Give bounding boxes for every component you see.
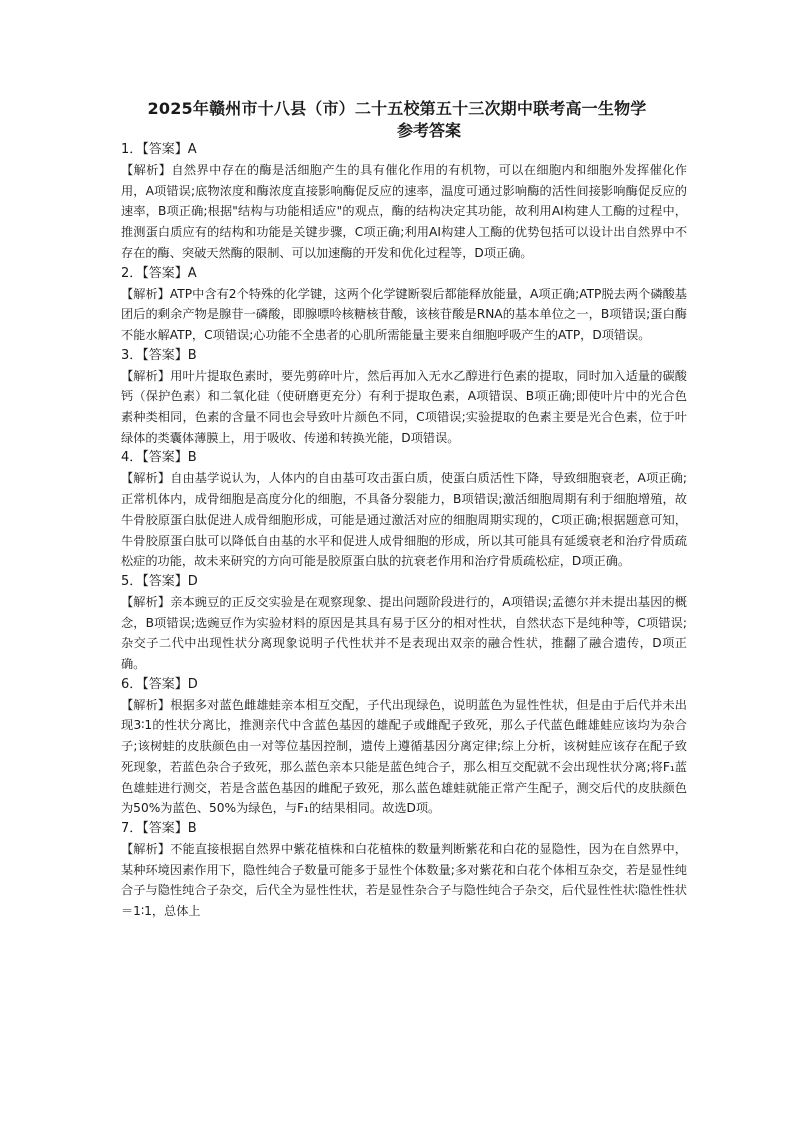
page-title: 2025年赣州市十八县（市）二十五校第五十三次期中联考高一生物学 (147, 99, 647, 118)
analysis-paragraph: 【解析】自然界中存在的酶是活细胞产生的具有催化作用的有机物，可以在细胞内和细胞外发挥催化作用，A项错误;底物浓度和酶浓度直接影响酶促反应的速率，温度可通过影响酶的活性间接影响酶促反应的速率，B项正确;根据"结构与功能相适应"的观点，酶的结构决定其功能，故利用AI构建人工酶的过程中，推测蛋白质应有的结构和功能是关键步骤，C项正确;利用AI构建人工酶的优势包括可以设计出自然界中不存在的酶、突破天然酶的限制、可以加速酶的开发和优化过程等，D项正确。 (121, 163, 687, 260)
question-4 (121, 448, 687, 572)
question-3 (121, 346, 687, 449)
analysis-paragraph: 【解析】ATP中含有2个特殊的化学键，这两个化学键断裂后都能释放能量，A项正确;ATP脱去两个磷酸基团后的剩余产物是腺苷一磷酸，即腺嘌呤核糖核苷酸，该核苷酸是RNA的基本单位之一，B项错误;蛋白酶不能水解ATP，C项错误;心功能不全患者的心肌所需能量主要来自细胞呼吸产生的ATP，D项错误。 (121, 286, 687, 342)
answer-line: 3．【答案】B (121, 347, 197, 363)
answer-line: 2．【答案】A (121, 265, 197, 281)
answer-list (121, 140, 687, 922)
question-6 (121, 675, 687, 819)
answer-line: 4．【答案】B (121, 450, 197, 466)
answer-line: 7．【答案】B (121, 820, 197, 836)
answer-line: 5．【答案】D (121, 573, 198, 589)
analysis-paragraph: 【解析】不能直接根据自然界中紫花植株和白花植株的数量判断紫花和白花的显隐性，因为在自然界中，某种环境因素作用下，隐性纯合子数量可能多于显性个体数量;多对紫花和白花个体相互杂交，若是显性纯合子与隐性纯合子杂交，后代全为显性性状，若是显性杂合子与隐性纯合子杂交，后代显性性状∶隐性性状＝1∶1，总体上 (121, 841, 687, 919)
answer-line: 1．【答案】A (121, 142, 197, 157)
title-block (0, 98, 794, 141)
analysis-paragraph: 【解析】根据多对蓝色雌雄蛙亲本相互交配，子代出现绿色，说明蓝色为显性性状，但是由于后代并未出现3∶1的性状分离比，推测亲代中含蓝色基因的雄配子或雌配子致死，那么子代蓝色雌雄蛙应该均为杂合子;该树蛙的皮肤颜色由一对等位基因控制，遗传上遵循基因分离定律;综上分析，该树蛙应该存在配子致死现象，若蓝色杂合子致死，那么蓝色亲本只能是蓝色纯合子，那么相互交配就不会出现性状分离;将F₁蓝色雄蛙进行测交，若是含蓝色基因的雌配子致死，那么蓝色雄蛙就能正常产生配子，测交后代的皮肤颜色为50%为蓝色、50%为绿色，与F₁的结果相同。故选D项。 (121, 697, 687, 816)
answer-line: 6．【答案】D (121, 676, 198, 692)
analysis-paragraph: 【解析】用叶片提取色素时，要先剪碎叶片，然后再加入无水乙醇进行色素的提取，同时加入适量的碳酸钙（保护色素）和二氧化硅（使研磨更充分）有利于提取色素，A项错误、B项正确;即使叶片中的光合色素种类相同，色素的含量不同也会导致叶片颜色不同，C项错误;实验提取的色素主要是光合色素，位于叶绿体的类囊体薄膜上，用于吸收、传递和转换光能，D项错误。 (121, 368, 687, 445)
page-subtitle: 参考答案 (396, 121, 461, 140)
question-5 (121, 572, 687, 675)
analysis-paragraph: 【解析】亲本豌豆的正反交实验是在观察现象、提出问题阶段进行的，A项错误;孟德尔并未提出基因的概念，B项错误;选豌豆作为实验材料的原因是其具有易于区分的相对性状，自然状态下是纯种等，C项错误;杂交子二代中出现性状分离现象说明子代性状并不是表现出双亲的融合性状，推翻了融合遗传，D项正确。 (121, 594, 687, 672)
question-2 (121, 264, 687, 346)
analysis-paragraph: 【解析】自由基学说认为，人体内的自由基可攻击蛋白质，使蛋白质活性下降，导致细胞衰老，A项正确;正常机体内，成骨细胞是高度分化的细胞，不具备分裂能力，B项错误;激活细胞周期有利于细胞增殖，故牛骨胶原蛋白肽促进人成骨细胞形成，可能是通过激活对应的细胞周期实现的，C项正确;根据题意可知，牛骨胶原蛋白肽可以降低自由基的水平和促进人成骨细胞的形成，所以其可能具有延缓衰老和治疗骨质疏松症的功能，故未来研究的方向可能是胶原蛋白肽的抗衰老作用和治疗骨质疏松症，D项正确。 (121, 471, 687, 569)
question-7 (121, 819, 687, 922)
question-1 (121, 140, 687, 264)
